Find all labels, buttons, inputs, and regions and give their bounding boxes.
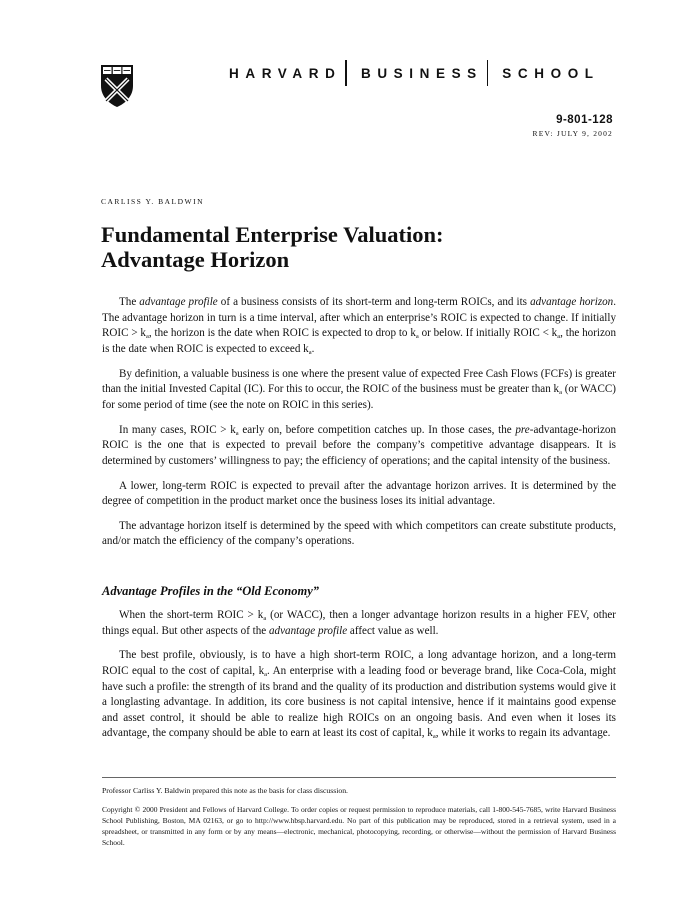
title-line-2: Advantage Horizon — [101, 247, 290, 272]
paragraph-long-term-roic: A lower, long-term ROIC is expected to prevail after the advantage horizon arrives. It is determined by the degree of competition in the product market once the business loses its initial advantage. — [102, 479, 616, 508]
revision-date: REV: JULY 9, 2002 — [532, 129, 613, 138]
paragraph-longer-horizon: When the short-term ROIC > $k_a$ (or WACC), then a longer advantage horizon results in a higher FEV, other things equal. But other aspects of the advantage profile affect value as well. — [102, 609, 617, 637]
school-wordmark — [229, 60, 600, 86]
paragraph-pre-advantage-roic: In many cases, ROIC > $k_a$ early on, before competition catches up. In those cases, the pre-advantage-horizon ROIC is the one that is expected to prevail before the company’s competitive advantage disappears. It is determined by customers’ willingness to pay; the efficiency of operations; and the capital intensity of the business. — [102, 423, 616, 467]
copyright-notice: Copyright © 2000 President and Fellows of Harvard College. To order copies or request permission to reproduce materials, call 1-800-545-7685, write Harvard Business School Publishing, Boston, MA 02163, or go to http://www.hbsp.harvard.edu. No part of this publication may be reproduced, stored in a retrieval system, used in a spreadsheet, or transmitted in any form or by any means—electronic, mechanical, photocopying, recording, or otherwise—without the permission of Harvard Business School. — [102, 805, 616, 847]
footnote-author-note: Professor Carliss Y. Baldwin prepared this note as the basis for class discussion. — [102, 786, 348, 795]
footnote-divider — [102, 777, 616, 778]
wordmark-divider — [345, 60, 347, 86]
document-title — [101, 222, 444, 272]
section-heading: Advantage Profiles in the “Old Economy” — [102, 584, 320, 598]
hbs-shield-logo — [100, 64, 134, 108]
body-section-2 — [102, 608, 616, 742]
author-name: CARLISS Y. BALDWIN — [101, 197, 205, 206]
wordmark-school: SCHOOL — [502, 65, 600, 81]
document-number: 9-801-128 — [556, 114, 613, 126]
title-line-1: Fundamental Enterprise Valuation: — [101, 222, 444, 247]
paragraph-horizon-determinants: The advantage horizon itself is determined by the speed with which competitors can create substitute products, and/or match the efficiency of the company’s operations. — [102, 519, 616, 548]
wordmark-business: BUSINESS — [360, 65, 483, 81]
paragraph-best-profile: The best profile, obviously, is to have a high short-term ROIC, a long advantage horizon, and a long-term ROIC equal to the cost of capital, $k_a$. An enterprise with a leading food or beverage brand, like Coca-Cola, might have such a profile: the strength of its brand and the quality of its production and distribution systems would give it a longlasting advantage. In addition, its core business is not capital intensive, hence if it maintains good expense and asset control, it should be able to realize high ROICs on an ongoing basis. And even when it loses its advantage, the company should be able to earn at least its cost of capital, $k_a$, while it works to regain its advantage. — [102, 649, 616, 741]
paragraph-advantage-profile: The advantage profile of a business consists of its short-term and long-term ROICs, and its advantage horizon. The advantage horizon in turn is a time interval, after which an enterprise’s ROIC is expected to change. If initially ROIC > $k_a$, the horizon is the date when ROIC is expected to drop to $k_a$ or below. If initially ROIC < $k_a$, the horizon is the date when ROIC is expected to exceed $k_a$. — [102, 296, 617, 356]
paragraph-valuable-business: By definition, a valuable business is one where the present value of expected Free Cash Flows (FCFs) is greater than the initial Invested Capital (IC). For this to occur, the ROIC of the business must be greater than $k_a$ (or WACC) for some period of time (see the note on ROIC in this series). — [102, 367, 616, 411]
wordmark-harvard: HARVARD — [229, 65, 342, 81]
body-section-1 — [102, 295, 616, 550]
wordmark-divider — [487, 60, 489, 86]
